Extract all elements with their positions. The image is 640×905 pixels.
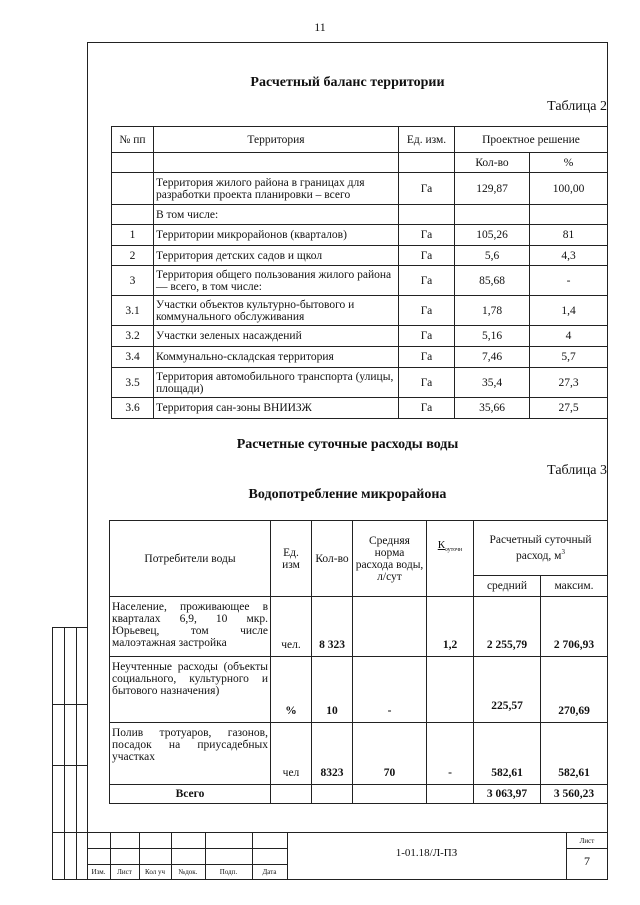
- table-row: [112, 398, 608, 419]
- water-table: [109, 520, 608, 804]
- cell-name: Участки зеленых насаждений: [154, 326, 399, 347]
- cell-pct: 5,7: [530, 347, 608, 368]
- page-number: 11: [314, 20, 326, 34]
- cell-qty: 10: [312, 657, 353, 723]
- cell-num: 1: [112, 225, 154, 246]
- sheet-label: Лист: [579, 837, 595, 845]
- header-max: максим.: [541, 576, 608, 597]
- cell-num: [112, 205, 154, 225]
- cell-unit: [399, 205, 455, 225]
- title-block: [87, 832, 608, 880]
- cell-pct: [530, 205, 608, 225]
- table-row: [112, 205, 608, 225]
- water-subtitle: Водопотребление микрорайона: [248, 487, 447, 502]
- cell-name: Население, проживающее в кварталах 6,9, 10 мкр. Юрьевец, том числе малоэтажная застройка: [110, 597, 271, 657]
- cell-max: 270,69: [541, 657, 608, 723]
- table-row: [112, 296, 608, 326]
- balance-title: Расчетный баланс территории: [250, 75, 445, 90]
- cell-unit: Га: [399, 368, 455, 398]
- cell-unit: %: [271, 657, 312, 723]
- stamp-col-date: Дата: [262, 868, 277, 876]
- cell-num: 3.6: [112, 398, 154, 419]
- cell-empty: [353, 785, 427, 804]
- header-territory: Территория: [154, 127, 399, 153]
- cell-unit: Га: [399, 225, 455, 246]
- header-consumers: Потребители воды: [110, 521, 271, 597]
- cell-qty: 8 323: [312, 597, 353, 657]
- cell-name: Территория общего пользования жилого района — всего, в том числе:: [154, 266, 399, 296]
- cell-num: 3.1: [112, 296, 154, 326]
- cell-unit: Га: [399, 398, 455, 419]
- cell-qty: 7,46: [455, 347, 530, 368]
- cell-unit: Га: [399, 296, 455, 326]
- header-unit: Ед. изм.: [399, 127, 455, 153]
- cell-num: 3.5: [112, 368, 154, 398]
- total-avg: 3 063,97: [474, 785, 541, 804]
- cell-name: Территории микрорайонов (кварталов): [154, 225, 399, 246]
- cell-norm: -: [353, 657, 427, 723]
- cell-empty: [271, 785, 312, 804]
- cell-unit: Га: [399, 326, 455, 347]
- cell-unit: чел: [271, 723, 312, 785]
- header-avg: средний: [474, 576, 541, 597]
- stamp-col-sign: Подп.: [219, 868, 238, 876]
- cell-norm: 70: [353, 723, 427, 785]
- header-empty: [154, 153, 399, 173]
- cell-avg: 225,57: [474, 657, 541, 723]
- header-unit: Ед. изм: [271, 521, 312, 597]
- header-k: $К_{суточн}$: [427, 521, 474, 597]
- total-label: Всего: [110, 785, 271, 804]
- cell-avg: 582,61: [474, 723, 541, 785]
- header-empty: [112, 153, 154, 173]
- cell-name: Неучтенные расходы (объекты социального, культурного и бытового назначения): [110, 657, 271, 723]
- cell-qty: 129,87: [455, 173, 530, 205]
- header-daily: Расчетный суточный расход, $м^3$: [474, 521, 608, 576]
- cell-pct: 27,5: [530, 398, 608, 419]
- table-row: [110, 723, 608, 785]
- cell-qty: 5,6: [455, 246, 530, 266]
- table-row: [112, 225, 608, 246]
- cell-name: Территория сан-зоны ВНИИЗЖ: [154, 398, 399, 419]
- stamp-col-list: Лист: [117, 868, 132, 876]
- document-code: 1-01.18/Л-ПЗ: [395, 847, 458, 859]
- header-qty: Кол-во: [455, 153, 530, 173]
- cell-num: 2: [112, 246, 154, 266]
- cell-norm: [353, 597, 427, 657]
- cell-qty: 8323: [312, 723, 353, 785]
- table-row: [112, 326, 608, 347]
- header-qty: Кол-во: [312, 521, 353, 597]
- cell-qty: 35,66: [455, 398, 530, 419]
- balance-table-label: Таблица 2: [547, 99, 607, 114]
- cell-unit: Га: [399, 266, 455, 296]
- cell-qty: [455, 205, 530, 225]
- table-row: [112, 173, 608, 205]
- cell-pct: 4,3: [530, 246, 608, 266]
- cell-num: 3.4: [112, 347, 154, 368]
- cell-pct: 27,3: [530, 368, 608, 398]
- cell-name: В том числе:: [154, 205, 399, 225]
- cell-max: 2 706,93: [541, 597, 608, 657]
- total-row: [110, 785, 608, 804]
- header-project: Проектное решение: [455, 127, 608, 153]
- cell-num: 3.2: [112, 326, 154, 347]
- table-row: [110, 597, 608, 657]
- cell-qty: 105,26: [455, 225, 530, 246]
- table-row: [112, 266, 608, 296]
- cell-name: Территория автомобильного транспорта (улицы, площади): [154, 368, 399, 398]
- cell-k: [427, 657, 474, 723]
- cell-name: Коммунально-складская территория: [154, 347, 399, 368]
- cell-unit: Га: [399, 173, 455, 205]
- sheet-number: 7: [584, 854, 590, 868]
- side-stamp: [52, 627, 88, 880]
- cell-empty: [312, 785, 353, 804]
- water-title: Расчетные суточные расходы воды: [236, 437, 459, 452]
- stamp-col-doc: №док.: [178, 868, 198, 876]
- table-row: [112, 347, 608, 368]
- cell-unit: чел.: [271, 597, 312, 657]
- cell-empty: [427, 785, 474, 804]
- cell-name: Участки объектов культурно-бытового и коммунального обслуживания: [154, 296, 399, 326]
- cell-num: 3: [112, 266, 154, 296]
- cell-num: [112, 173, 154, 205]
- cell-avg: 2 255,79: [474, 597, 541, 657]
- water-table-label: Таблица 3: [547, 463, 607, 478]
- stamp-col-izm: Изм.: [91, 868, 106, 876]
- cell-pct: 81: [530, 225, 608, 246]
- balance-table: [111, 126, 608, 419]
- cell-unit: Га: [399, 347, 455, 368]
- header-pct: %: [530, 153, 608, 173]
- cell-name: Территория детских садов и щкол: [154, 246, 399, 266]
- table-row: [112, 246, 608, 266]
- stamp-col-kol: Кол уч: [145, 868, 165, 876]
- cell-pct: 1,4: [530, 296, 608, 326]
- header-num: № пп: [112, 127, 154, 153]
- cell-name: Полив тротуаров, газонов, посадок на приусадебных участках: [110, 723, 271, 785]
- cell-k: -: [427, 723, 474, 785]
- header-norm: Средняя норма расхода воды, л/сут: [353, 521, 427, 597]
- header-empty: [399, 153, 455, 173]
- cell-unit: Га: [399, 246, 455, 266]
- cell-pct: 100,00: [530, 173, 608, 205]
- cell-max: 582,61: [541, 723, 608, 785]
- cell-pct: 4: [530, 326, 608, 347]
- cell-qty: 35,4: [455, 368, 530, 398]
- cell-k: 1,2: [427, 597, 474, 657]
- total-max: 3 560,23: [541, 785, 608, 804]
- cell-pct: -: [530, 266, 608, 296]
- cell-qty: 85,68: [455, 266, 530, 296]
- cell-name: Территория жилого района в границах для разработки проекта планировки – всего: [154, 173, 399, 205]
- table-row: [112, 368, 608, 398]
- table-row: [110, 657, 608, 723]
- cell-qty: 1,78: [455, 296, 530, 326]
- cell-qty: 5,16: [455, 326, 530, 347]
